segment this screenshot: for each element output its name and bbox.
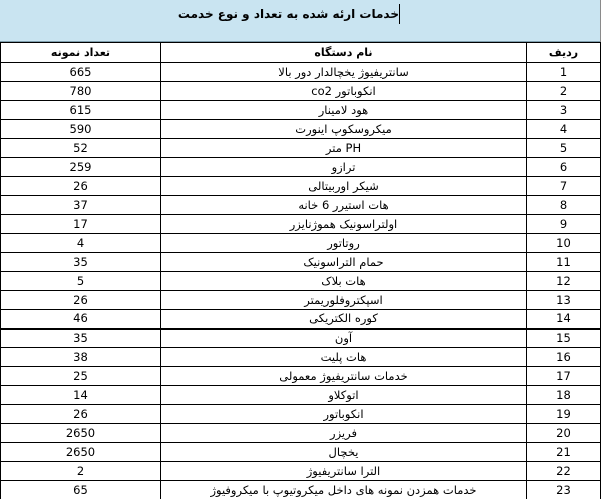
- cell-count[interactable]: 37: [1, 196, 161, 215]
- table-row: [1, 158, 601, 177]
- cell-name[interactable]: اتوکلاو: [161, 386, 527, 405]
- table-row: [1, 481, 601, 499]
- cell-index[interactable]: 6: [527, 158, 601, 177]
- page-title[interactable]: خدمات ارئه شده به تعداد و نوع خدمت: [195, 4, 400, 24]
- cell-index[interactable]: 9: [527, 215, 601, 234]
- table-row: [1, 424, 601, 443]
- cell-count[interactable]: 615: [1, 101, 161, 120]
- cell-name[interactable]: اسپکتروفلوریمتر: [161, 291, 527, 310]
- cell-count[interactable]: 5: [1, 272, 161, 291]
- cell-name[interactable]: فریزر: [161, 424, 527, 443]
- cell-name[interactable]: کوره الکتریکی: [161, 310, 527, 329]
- cell-index[interactable]: 13: [527, 291, 601, 310]
- table-row: [1, 405, 601, 424]
- table-row: [1, 329, 601, 348]
- cell-name[interactable]: میکروسکوپ اینورت: [161, 120, 527, 139]
- cell-index[interactable]: 7: [527, 177, 601, 196]
- cell-count[interactable]: 4: [1, 234, 161, 253]
- cell-name[interactable]: انکوباتور: [161, 405, 527, 424]
- cell-index[interactable]: 4: [527, 120, 601, 139]
- cell-name[interactable]: هات بلاک: [161, 272, 527, 291]
- table-row: [1, 215, 601, 234]
- cell-name[interactable]: خدمات سانتریفیوژ معمولی: [161, 367, 527, 386]
- cell-name[interactable]: هات استیرر 6 خانه: [161, 196, 527, 215]
- cell-count[interactable]: 590: [1, 120, 161, 139]
- services-table: [0, 42, 601, 499]
- table-row: [1, 291, 601, 310]
- cell-name[interactable]: PH متر: [161, 139, 527, 158]
- cell-index[interactable]: 19: [527, 405, 601, 424]
- cell-index[interactable]: 10: [527, 234, 601, 253]
- table-row: [1, 234, 601, 253]
- cell-count[interactable]: 17: [1, 215, 161, 234]
- cell-index[interactable]: 14: [527, 310, 601, 329]
- cell-index[interactable]: 2: [527, 82, 601, 101]
- table-row: [1, 101, 601, 120]
- table-row: [1, 348, 601, 367]
- cell-name[interactable]: انکوباتور co2: [161, 82, 527, 101]
- cell-name[interactable]: روتاتور: [161, 234, 527, 253]
- cell-count[interactable]: 35: [1, 329, 161, 348]
- cell-index[interactable]: 1: [527, 63, 601, 82]
- cell-name[interactable]: یخچال: [161, 443, 527, 462]
- cell-index[interactable]: 3: [527, 101, 601, 120]
- cell-index[interactable]: 11: [527, 253, 601, 272]
- cell-name[interactable]: الترا سانتریفیوژ: [161, 462, 527, 481]
- title-band: [0, 0, 600, 42]
- cell-name[interactable]: خدمات همزدن نمونه های داخل میکروتیوپ با میکروفیوژ: [161, 481, 527, 499]
- table-row: [1, 82, 601, 101]
- cell-name[interactable]: آون: [161, 329, 527, 348]
- table-row: [1, 177, 601, 196]
- cell-count[interactable]: 2650: [1, 424, 161, 443]
- cell-count[interactable]: 38: [1, 348, 161, 367]
- cell-index[interactable]: 16: [527, 348, 601, 367]
- cell-name[interactable]: هات پلیت: [161, 348, 527, 367]
- cell-count[interactable]: 26: [1, 291, 161, 310]
- header-index[interactable]: ردیف: [527, 43, 601, 63]
- cell-name[interactable]: شیکر اوربیتالی: [161, 177, 527, 196]
- cell-count[interactable]: 35: [1, 253, 161, 272]
- cell-name[interactable]: ترازو: [161, 158, 527, 177]
- cell-name[interactable]: سانتریفیوژ یخچالدار دور بالا: [161, 63, 527, 82]
- cell-count[interactable]: 46: [1, 310, 161, 329]
- table-row: [1, 196, 601, 215]
- cell-count[interactable]: 52: [1, 139, 161, 158]
- table-row: [1, 443, 601, 462]
- cell-index[interactable]: 17: [527, 367, 601, 386]
- services-table-container: [0, 42, 600, 499]
- cell-count[interactable]: 14: [1, 386, 161, 405]
- cell-count[interactable]: 2: [1, 462, 161, 481]
- cell-index[interactable]: 22: [527, 462, 601, 481]
- table-header-row: [1, 43, 601, 63]
- cell-name[interactable]: اولتراسونیک هموژنایزر: [161, 215, 527, 234]
- cell-name[interactable]: هود لامینار: [161, 101, 527, 120]
- table-row: [1, 253, 601, 272]
- cell-index[interactable]: 21: [527, 443, 601, 462]
- cell-index[interactable]: 20: [527, 424, 601, 443]
- cell-index[interactable]: 12: [527, 272, 601, 291]
- cell-index[interactable]: 5: [527, 139, 601, 158]
- table-row: [1, 386, 601, 405]
- cell-index[interactable]: 8: [527, 196, 601, 215]
- cell-count[interactable]: 2650: [1, 443, 161, 462]
- cell-count[interactable]: 65: [1, 481, 161, 499]
- cell-index[interactable]: 15: [527, 329, 601, 348]
- cell-count[interactable]: 259: [1, 158, 161, 177]
- cell-name[interactable]: حمام التراسونیک: [161, 253, 527, 272]
- cell-count[interactable]: 25: [1, 367, 161, 386]
- table-row: [1, 120, 601, 139]
- table-row: [1, 310, 601, 329]
- table-row: [1, 139, 601, 158]
- table-row: [1, 367, 601, 386]
- table-row: [1, 462, 601, 481]
- cell-index[interactable]: 18: [527, 386, 601, 405]
- table-row: [1, 272, 601, 291]
- cell-count[interactable]: 26: [1, 405, 161, 424]
- cell-count[interactable]: 26: [1, 177, 161, 196]
- header-name[interactable]: نام دستگاه: [161, 43, 527, 63]
- cell-count[interactable]: 780: [1, 82, 161, 101]
- cell-count[interactable]: 665: [1, 63, 161, 82]
- cell-index[interactable]: 23: [527, 481, 601, 499]
- table-row: [1, 63, 601, 82]
- header-count[interactable]: تعداد نمونه: [1, 43, 161, 63]
